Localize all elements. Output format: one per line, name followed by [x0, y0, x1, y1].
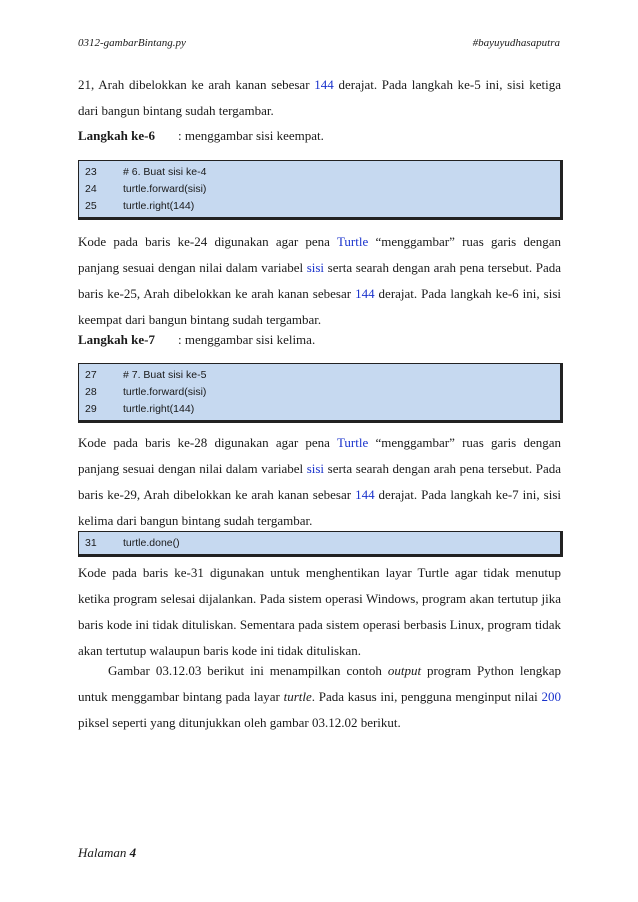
paragraph-4: Kode pada baris ke-31 digunakan untuk menghentikan layar Turtle agar tidak menutup ketika program selesai dijalankan. Pada sistem operasi Windows, program akan tertutup jika baris kode ini tidak dituliskan. Sementara pada sistem operasi berbasis Linux, program tidak akan tertutup walaupun baris kode ini tidak dituliskan.	[78, 565, 561, 658]
step-6-label: Langkah ke-6	[78, 128, 155, 143]
code-line: 31 turtle.done()	[85, 537, 180, 549]
code-line: 24 turtle.forward(sisi)	[85, 183, 207, 195]
code-block-3	[78, 531, 563, 557]
code-line: 29 turtle.right(144)	[85, 403, 195, 415]
step-7-label: Langkah ke-7	[78, 332, 155, 347]
page-footer	[78, 845, 136, 861]
code-line: 23 # 6. Buat sisi ke-4	[85, 166, 207, 178]
code-block-2	[78, 363, 563, 423]
highlight-number: 144	[314, 77, 334, 92]
footer-label: Halaman	[78, 845, 127, 860]
page-number: 4	[129, 845, 137, 860]
paragraph-1: 21, Arah dibelokkan ke arah kanan sebesar 144 derajat. Pada langkah ke-5 ini, sisi ketiga dari bangun bintang sudah tergambar.	[78, 77, 561, 118]
header-filename: 0312-gambarBintang.py	[78, 37, 186, 49]
paragraph-5: Gambar 03.12.03 berikut ini menampilkan contoh output program Python lengkap untuk menggambar bintang pada layar turtle. Pada kasus ini, pengguna menginput nilai 200 piksel seperti yang ditunjukkan oleh gambar 03.12.02 berikut.	[78, 663, 561, 730]
code-line: 27 # 7. Buat sisi ke-5	[85, 369, 207, 381]
paragraph-2: Kode pada baris ke-24 digunakan agar pena Turtle “menggambar” ruas garis dengan panjang sesuai dengan nilai dalam variabel sisi serta searah dengan arah pena tersebut. Pada baris ke-25, Arah dibelokkan ke arah kanan sebesar 144 derajat. Pada langkah ke-6 ini, sisi keempat dari bangun bintang sudah tergambar.	[78, 234, 561, 327]
step-6-heading	[78, 128, 324, 144]
header-author: #bayuyudhasaputra	[472, 37, 560, 49]
code-line: 28 turtle.forward(sisi)	[85, 386, 207, 398]
step-7-heading	[78, 332, 315, 348]
step-6-text: : menggambar sisi keempat.	[178, 128, 324, 143]
paragraph-3: Kode pada baris ke-28 digunakan agar pena Turtle “menggambar” ruas garis dengan panjang sesuai dengan nilai dalam variabel sisi serta searah dengan arah pena tersebut. Pada baris ke-29, Arah dibelokkan ke arah kanan sebesar 144 derajat. Pada langkah ke-7 ini, sisi kelima dari bangun bintang sudah tergambar.	[78, 435, 561, 528]
step-7-text: : menggambar sisi kelima.	[178, 332, 316, 347]
code-line: 25 turtle.right(144)	[85, 200, 195, 212]
code-block-1	[78, 160, 563, 220]
